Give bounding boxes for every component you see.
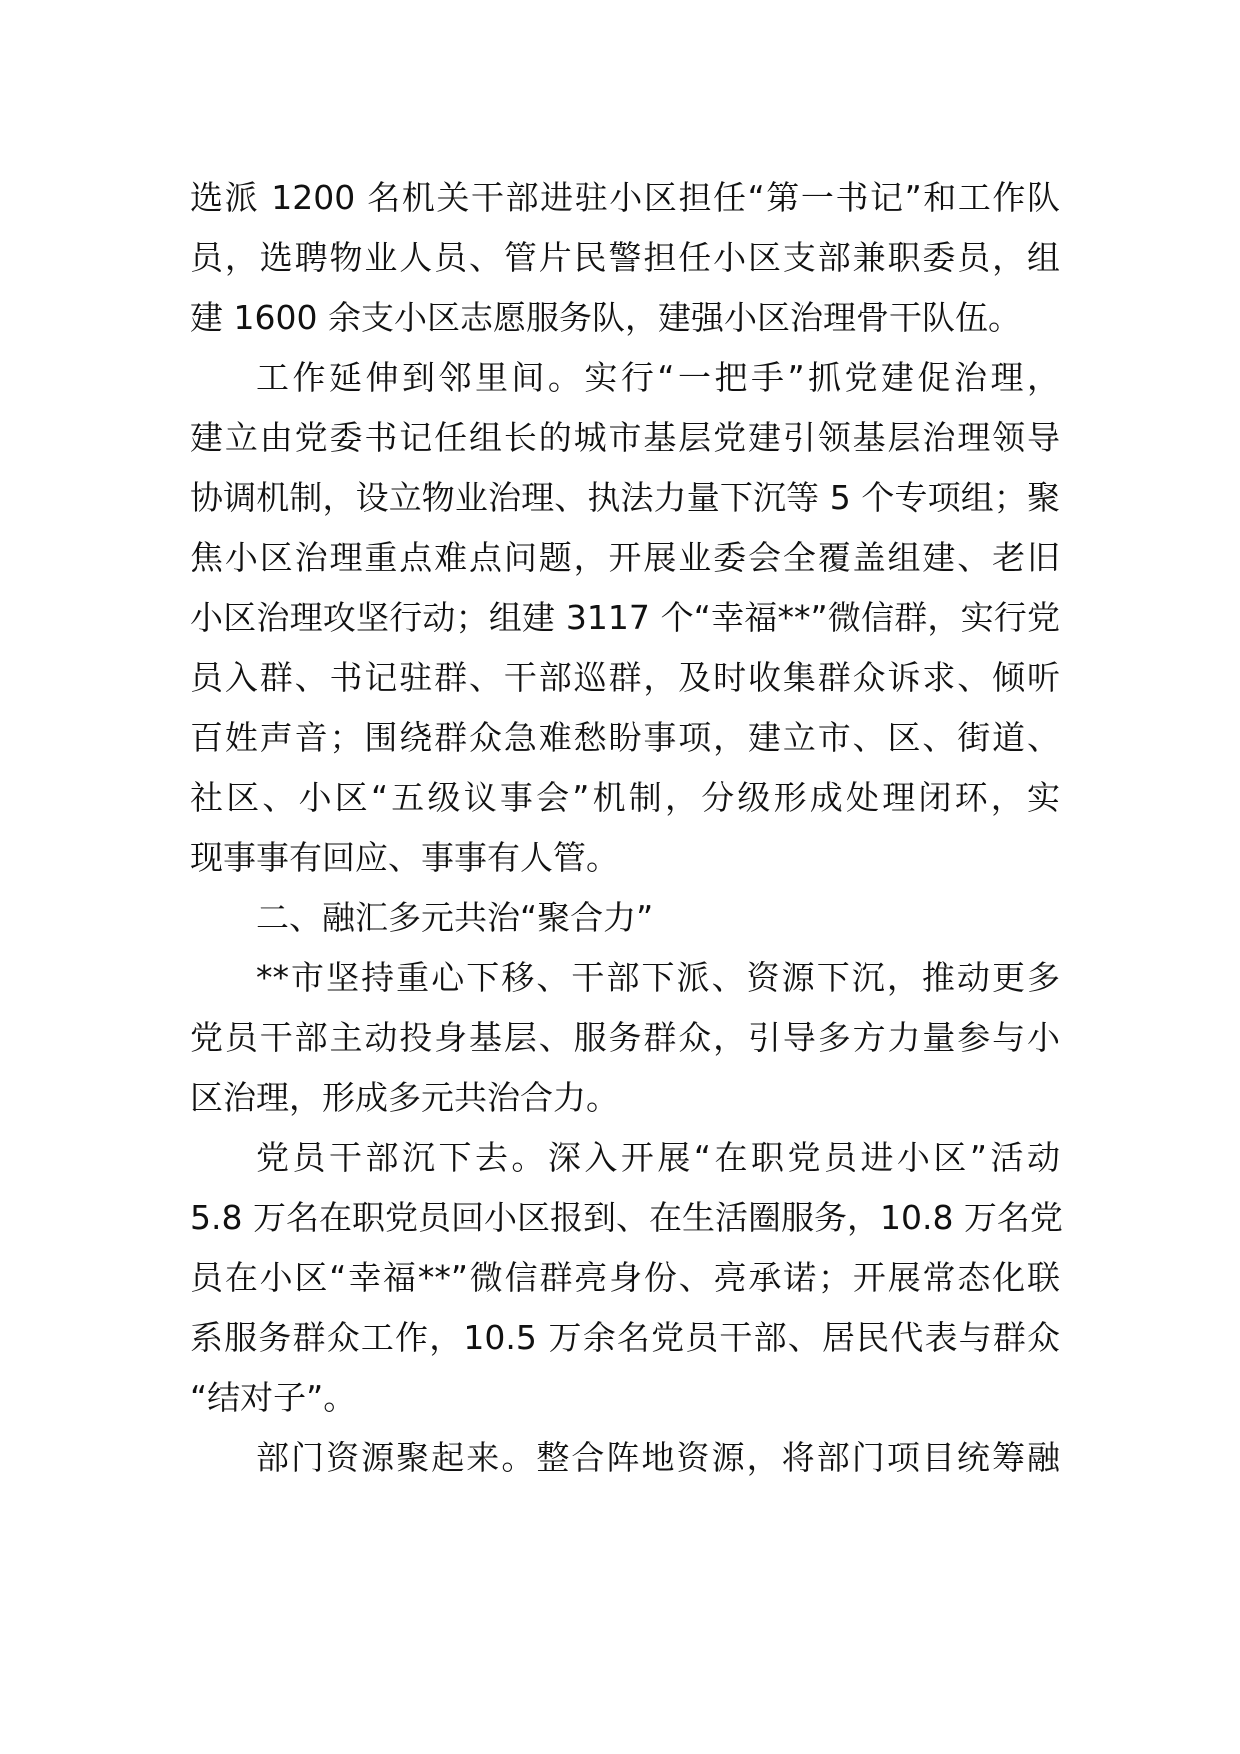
text-line: “结对子”。 (190, 1378, 357, 1417)
paragraph-first-line: 工作延伸到邻里间。实行“一把手”抓党建促治理， (256, 358, 1060, 397)
text-line: 焦小区治理重点难点问题，开展业委会全覆盖组建、老旧 (190, 538, 1060, 577)
paragraph-first-line: **市坚持重心下移、干部下派、资源下沉，推动更多 (256, 958, 1060, 997)
text-line: 建 1600 余支小区志愿服务队，建强小区治理骨干队伍。 (190, 298, 1021, 337)
text-line: 5.8 万名在职党员回小区报到、在生活圈服务，10.8 万名党 (190, 1198, 1063, 1237)
text-line: 协调机制，设立物业治理、执法力量下沉等 5 个专项组；聚 (190, 478, 1060, 517)
text-line: 小区治理攻坚行动；组建 3117 个“幸福**”微信群，实行党 (190, 598, 1060, 637)
text-line: 系服务群众工作，10.5 万余名党员干部、居民代表与群众 (190, 1318, 1060, 1357)
text-line: 员，选聘物业人员、管片民警担任小区支部兼职委员，组 (190, 238, 1060, 277)
text-line: 员入群、书记驻群、干部巡群，及时收集群众诉求、倾听 (190, 658, 1060, 697)
text-line: 现事事有回应、事事有人管。 (190, 838, 619, 877)
text-line: 建立由党委书记任组长的城市基层党建引领基层治理领导 (190, 418, 1060, 457)
text-line: 百姓声音；围绕群众急难愁盼事项，建立市、区、街道、 (190, 718, 1060, 757)
text-line: 选派 1200 名机关干部进驻小区担任“第一书记”和工作队 (190, 178, 1060, 217)
text-line: 员在小区“幸福**”微信群亮身份、亮承诺；开展常态化联 (190, 1258, 1060, 1297)
text-line: 区治理，形成多元共治合力。 (190, 1078, 619, 1117)
paragraph-first-line: 党员干部沉下去。深入开展“在职党员进小区”活动 (256, 1138, 1060, 1177)
text-line: 社区、小区“五级议事会”机制，分级形成处理闭环，实 (190, 778, 1060, 817)
paragraph-first-line: 部门资源聚起来。整合阵地资源，将部门项目统筹融 (256, 1438, 1060, 1477)
text-line: 党员干部主动投身基层、服务群众，引导多方力量参与小 (190, 1018, 1060, 1057)
section-heading: 二、融汇多元共治“聚合力” (256, 898, 654, 937)
